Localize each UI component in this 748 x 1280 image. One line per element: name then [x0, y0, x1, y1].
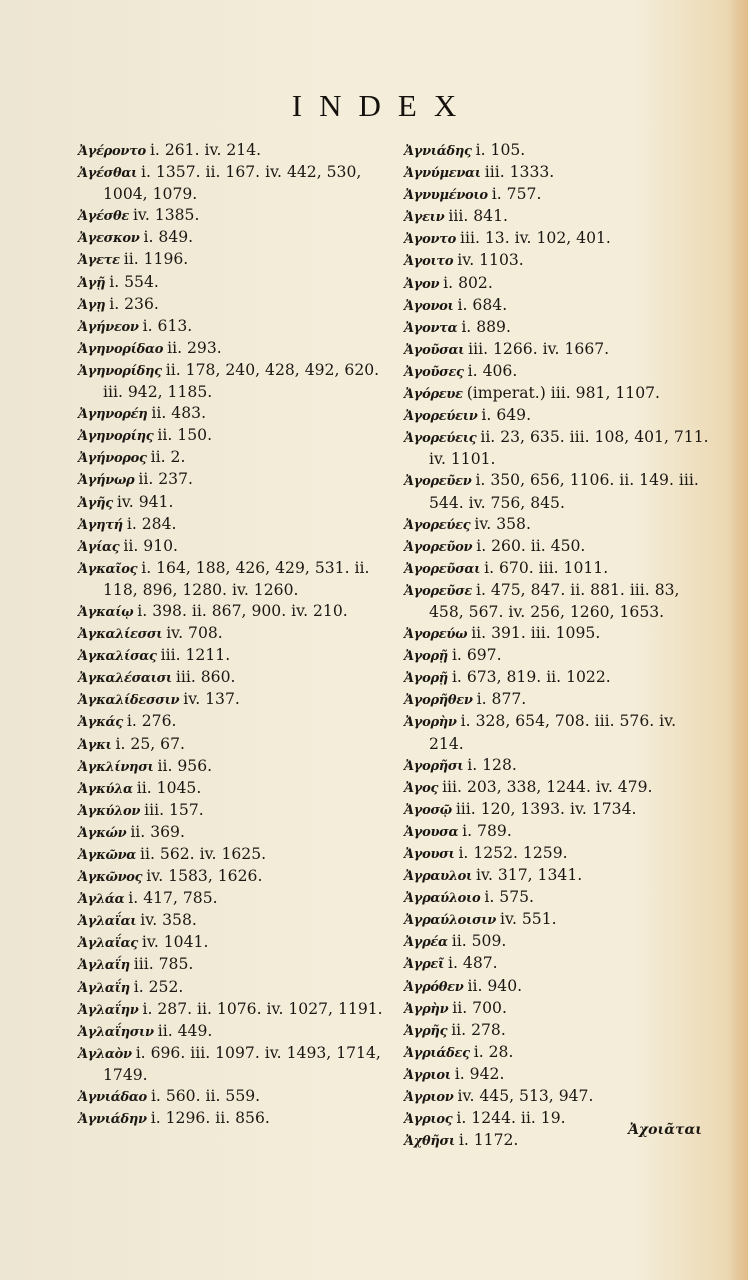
entry-headword: Ἀγοσῷ: [404, 802, 452, 818]
entry-headword: Ἀγλάα: [78, 892, 125, 908]
entry-references: ii. 369.: [130, 822, 185, 841]
index-entry: [78, 999, 388, 1021]
entry-headword: Ἀγήνορος: [78, 451, 147, 467]
entry-references: ii. 509.: [451, 932, 507, 951]
entry-headword: Ἀγκύλον: [78, 803, 141, 819]
index-entry: [78, 1086, 388, 1108]
entry-headword: Ἀγριος: [404, 1112, 453, 1128]
entry-headword: Ἀγηνορίης: [78, 429, 154, 445]
index-entry: [404, 755, 714, 777]
index-entry: [404, 470, 714, 513]
entry-headword: Ἀγοῦσαι: [404, 342, 465, 358]
entry-references: iv. 941.: [116, 492, 174, 511]
entry-headword: Ἀγήνωρ: [78, 473, 135, 489]
entry-references: i. 1172.: [458, 1131, 519, 1150]
entry-headword: Ἀγλαὸν: [78, 1046, 132, 1062]
entry-references: ii. 940.: [467, 976, 523, 995]
index-entry: [78, 140, 388, 162]
entry-references: ii. 1196.: [123, 250, 189, 269]
entry-references: iii. 785.: [133, 955, 194, 974]
entry-headword: Ἀγηνορέη: [78, 407, 148, 423]
index-entry: [404, 339, 714, 361]
entry-headword: Ἀγοντο: [404, 232, 456, 248]
index-entry: [78, 249, 388, 271]
entry-headword: Ἀγορεύεις: [404, 431, 477, 447]
index-entry: [404, 250, 714, 272]
entry-references: i. 260. ii. 450.: [476, 536, 586, 555]
entry-references: iii. 13. iv. 102, 401.: [459, 229, 611, 248]
entry-headword: Ἀγνιάδην: [78, 1112, 147, 1128]
index-entry: [78, 536, 388, 558]
entry-references: iv. 137.: [183, 690, 240, 709]
index-entry: [78, 316, 388, 338]
entry-references: iii. 120, 1393. iv. 1734.: [455, 799, 637, 818]
index-entry: [404, 558, 714, 580]
entry-headword: Ἀγνιάδαο: [78, 1090, 147, 1106]
entry-references: i. 236.: [109, 294, 159, 313]
entry-references: i. 164, 188, 426, 429, 531. ii. 118, 896, 1280. iv. 1260.: [103, 558, 375, 599]
entry-headword: Ἀγκαλίδεσσιν: [78, 693, 180, 709]
index-entry: [78, 1043, 388, 1086]
entry-references: iii. 841.: [448, 207, 508, 226]
entry-headword: Ἀγέσθε: [78, 209, 129, 225]
index-entry: [404, 514, 714, 536]
entry-headword: Ἀγραύλοισιν: [404, 913, 497, 929]
entry-headword: Ἀγορῇ: [404, 649, 448, 665]
entry-headword: Ἀγήνεον: [78, 319, 139, 335]
entry-headword: Ἀγορεῦσε: [404, 583, 472, 599]
entry-headword: Ἀγνυμένοιο: [404, 188, 488, 204]
index-entry: [78, 1108, 388, 1130]
entry-references: i. 284.: [126, 514, 177, 533]
index-entry: [78, 910, 388, 932]
index-entry: [78, 469, 388, 491]
entry-references: iv. 1385.: [132, 206, 200, 225]
entry-references: i. 328, 654, 708. iii. 576. iv. 214.: [429, 712, 682, 753]
index-entry: [404, 667, 714, 689]
entry-references: iii. 1333.: [484, 163, 555, 182]
entry-headword: Ἀγέροντο: [78, 144, 146, 159]
index-entry: [78, 954, 388, 976]
index-entry: [404, 405, 714, 427]
entry-headword: Ἀγητή: [78, 517, 123, 533]
index-entry: [404, 295, 714, 317]
page-edge-shadow: [728, 0, 748, 1280]
entry-references: iv. 317, 1341.: [476, 866, 583, 885]
page-title: INDEX: [291, 88, 474, 123]
entry-references: i. 1244. ii. 19.: [456, 1109, 566, 1128]
entry-headword: Ἀγλαΐη: [78, 958, 130, 974]
entry-references: iv. 358.: [140, 911, 197, 930]
entry-headword: Ἀγεσκον: [78, 231, 140, 247]
index-entry: [404, 361, 714, 383]
index-entry: [78, 932, 388, 954]
index-entry: [404, 976, 714, 998]
index-entry: [404, 536, 714, 558]
entry-references: i. 276.: [126, 712, 177, 731]
index-entry: [404, 317, 714, 339]
index-entry: [78, 272, 388, 294]
entry-references: i. 697.: [451, 646, 502, 665]
entry-headword: Ἀγρὴν: [404, 1001, 449, 1017]
entry-headword: Ἀγκών: [78, 825, 127, 841]
entry-headword: Ἀγκάς: [78, 715, 123, 731]
entry-references: iv. 1041.: [141, 933, 209, 952]
entry-references: iv. 445, 513, 947.: [457, 1087, 594, 1106]
entry-references: i. 649.: [481, 406, 532, 425]
entry-references: i. 406.: [467, 361, 518, 380]
entry-headword: Ἀγρέα: [404, 935, 448, 951]
index-entry: [78, 689, 388, 711]
index-entry: [404, 711, 714, 754]
entry-headword: Ἀγῆς: [78, 495, 113, 511]
index-entry: [78, 227, 388, 249]
entry-headword: Ἀγριον: [404, 1090, 454, 1106]
index-entry: [78, 977, 388, 999]
entry-references: i. 696. iii. 1097. iv. 1493, 1714, 1749.: [103, 1043, 386, 1084]
index-entry: [78, 492, 388, 514]
index-entry: [78, 800, 388, 822]
index-entry: [404, 645, 714, 667]
entry-headword: Ἀγηνορίδης: [78, 363, 162, 379]
entry-headword: Ἀγος: [404, 780, 439, 796]
entry-headword: Ἀγκαῖος: [78, 561, 138, 577]
entry-references: i. 1252. 1259.: [458, 844, 568, 862]
left-column: [78, 140, 388, 1130]
index-entry: [404, 887, 714, 909]
index-entry: [78, 734, 388, 756]
entry-headword: Ἀγουσα: [404, 824, 459, 840]
entry-headword: Ἀγκλίνησι: [78, 759, 154, 775]
entry-headword: Ἀγον: [404, 276, 440, 292]
entry-references: i. 889.: [461, 317, 511, 336]
entry-headword: Ἀγορῆθεν: [404, 693, 473, 709]
entry-headword: Ἀγλαΐη: [78, 980, 130, 996]
entry-references: ii. 483.: [151, 404, 207, 423]
index-entry: [404, 140, 714, 162]
entry-references: i. 475, 847. ii. 881. iii. 83, 458, 567. iv. 256, 1260, 1653.: [429, 580, 685, 621]
entry-references: ii. 293.: [167, 338, 222, 357]
index-entry: [78, 205, 388, 227]
index-entry: [404, 273, 714, 295]
entry-headword: Ἀγκαίῳ: [78, 604, 134, 620]
index-entry: [404, 799, 714, 821]
index-entry: [78, 756, 388, 778]
entry-headword: Ἀγρῆς: [404, 1023, 448, 1039]
index-entry: [78, 360, 388, 403]
index-entry: [404, 909, 714, 931]
entry-references: i. 350, 656, 1106. ii. 149. iii. 544. iv. 756, 845.: [429, 471, 704, 512]
entry-references: i. 670. iii. 1011.: [484, 558, 609, 577]
entry-references: i. 942.: [454, 1064, 505, 1083]
entry-references: i. 554.: [109, 272, 159, 291]
entry-references: i. 487.: [448, 954, 498, 973]
index-entry: [78, 711, 388, 733]
entry-headword: Ἀγρεῖ: [404, 957, 445, 973]
index-entry: [404, 228, 714, 250]
entry-references: i. 28.: [473, 1042, 514, 1061]
entry-headword: Ἀγλαΐην: [78, 1002, 139, 1018]
entry-headword: Ἀγκαλέσαισι: [78, 671, 172, 687]
entry-headword: Ἀγορεύω: [404, 627, 468, 643]
entry-references: iv. 358.: [474, 514, 531, 533]
entry-headword: Ἀγκι: [78, 737, 112, 753]
entry-headword: Ἀχθῆσι: [404, 1134, 455, 1150]
entry-references: i. 1357. ii. 167. iv. 442, 530, 1004, 1079.: [103, 163, 367, 204]
index-entry: [404, 623, 714, 645]
entry-headword: Ἀγλαΐαι: [78, 914, 137, 930]
entry-headword: Ἀγκαλίεσσι: [78, 627, 163, 643]
entry-headword: Ἀγειν: [404, 210, 445, 226]
entry-headword: Ἀγηνορίδαο: [78, 341, 164, 357]
entry-references: iv. 1103.: [457, 251, 524, 270]
entry-headword: Ἀγνιάδης: [404, 144, 472, 159]
entry-references: iii. 1266. iv. 1667.: [468, 339, 610, 358]
index-entry: [404, 865, 714, 887]
entry-headword: Ἀγορῆσι: [404, 758, 464, 774]
entry-references: iv. 708.: [166, 624, 223, 643]
index-entry: [404, 998, 714, 1020]
catchword: Ἀχοιᾶται: [628, 1122, 702, 1138]
entry-headword: Ἀγίας: [78, 539, 120, 555]
entry-references: i. 128.: [467, 755, 517, 774]
entry-headword: Ἀγορεύες: [404, 517, 471, 533]
entry-references: i. 287. ii. 1076. iv. 1027, 1191.: [142, 999, 383, 1018]
entry-references: i. 398. ii. 867, 900. iv. 210.: [137, 601, 348, 620]
entry-references: i. 1296. ii. 856.: [150, 1109, 270, 1128]
entry-references: i. 673, 819. ii. 1022.: [451, 668, 611, 687]
index-entry: [404, 777, 714, 799]
index-entry: [78, 514, 388, 536]
index-entry: [78, 888, 388, 910]
entry-headword: Ἀγκαλίσας: [78, 649, 157, 665]
entry-references: ii. 956.: [157, 756, 213, 775]
entry-references: iv. 1583, 1626.: [146, 867, 263, 886]
index-entry: [404, 383, 714, 405]
entry-references: iii. 1211.: [160, 646, 231, 665]
entry-references: i. 802.: [443, 273, 493, 292]
entry-references: iv. 551.: [500, 910, 557, 929]
entry-references: iii. 860.: [175, 668, 236, 687]
index-entry: [404, 1042, 714, 1064]
entry-references: i. 261. iv. 214.: [149, 141, 262, 159]
index-entry: [404, 931, 714, 953]
index-entry: [78, 601, 388, 623]
entry-headword: Ἀγριοι: [404, 1067, 451, 1083]
index-entry: [78, 844, 388, 866]
entry-headword: Ἀγριάδες: [404, 1045, 470, 1061]
entry-references: i. 757.: [491, 185, 542, 204]
entry-headword: Ἀγορεῦον: [404, 539, 473, 555]
entry-references: ii. 178, 240, 428, 492, 620. iii. 942, 1185.: [103, 360, 385, 402]
entry-headword: Ἀγῇ: [78, 275, 106, 291]
index-entry: [78, 558, 388, 601]
index-entry: [78, 667, 388, 689]
index-entry: [78, 338, 388, 360]
entry-references: (imperat.) iii. 981, 1107.: [466, 384, 660, 403]
entry-headword: Ἀγοῦσες: [404, 364, 464, 380]
entry-headword: Ἀγλαΐας: [78, 936, 138, 952]
entry-headword: Ἀγοντα: [404, 320, 458, 336]
index-entry: [78, 162, 388, 205]
index-entry: [404, 843, 714, 865]
entry-headword: Ἀγνύμεναι: [404, 166, 481, 182]
entry-references: iii. 203, 338, 1244. iv. 479.: [442, 777, 653, 796]
index-entry: [404, 184, 714, 206]
index-entry: [404, 953, 714, 975]
entry-references: i. 575.: [484, 888, 535, 907]
index-entry: [78, 425, 388, 447]
index-entry: [78, 866, 388, 888]
entry-references: ii. 1045.: [136, 778, 202, 797]
index-entry: [78, 447, 388, 469]
index-entry: [404, 1020, 714, 1042]
entry-references: i. 105.: [475, 141, 526, 159]
entry-references: i. 252.: [133, 977, 184, 996]
index-entry: [404, 1086, 714, 1108]
entry-references: i. 560. ii. 559.: [150, 1087, 261, 1106]
entry-references: i. 849.: [143, 228, 194, 247]
entry-references: ii. 150.: [157, 426, 213, 445]
right-column: [404, 140, 714, 1152]
entry-references: ii. 562. iv. 1625.: [140, 845, 267, 863]
entry-references: i. 25, 67.: [115, 734, 185, 753]
entry-headword: Ἀγορῇ: [404, 671, 448, 687]
entry-headword: Ἀγορὴν: [404, 715, 457, 731]
entry-references: ii. 910.: [123, 536, 178, 555]
entry-headword: Ἀγέσθαι: [78, 166, 138, 182]
entry-references: ii. 237.: [138, 470, 193, 489]
entry-headword: Ἀγονοι: [404, 298, 454, 314]
entry-headword: Ἀγορεῦεν: [404, 474, 472, 490]
entry-references: i. 417, 785.: [128, 889, 218, 908]
index-entry: [404, 689, 714, 711]
entry-headword: Ἀγετε: [78, 253, 120, 269]
entry-references: ii. 449.: [157, 1021, 213, 1040]
entry-headword: Ἀγῃ: [78, 297, 106, 313]
index-entry: [404, 427, 714, 470]
entry-headword: Ἀγραύλοιο: [404, 891, 481, 907]
entry-headword: Ἀγλαΐησιν: [78, 1024, 154, 1040]
entry-headword: Ἀγουσι: [404, 847, 455, 862]
entry-headword: Ἀγραυλοι: [404, 869, 473, 885]
index-entry: [404, 821, 714, 843]
entry-references: ii. 2.: [150, 448, 186, 467]
index-entry: [404, 1064, 714, 1086]
entry-references: iii. 157.: [144, 800, 204, 819]
index-entry: [78, 822, 388, 844]
entry-references: i. 877.: [476, 690, 527, 709]
index-entry: [78, 1021, 388, 1043]
entry-headword: Ἀγόρευε: [404, 387, 463, 403]
entry-headword: Ἀγκύλα: [78, 781, 133, 797]
entry-references: i. 613.: [142, 316, 193, 335]
entry-headword: Ἀγκῶνος: [78, 870, 143, 886]
entry-headword: Ἀγορεύειν: [404, 409, 478, 425]
entry-references: ii. 278.: [451, 1020, 506, 1039]
index-entry: [78, 403, 388, 425]
entry-references: i. 789.: [462, 821, 512, 840]
entry-headword: Ἀγρόθεν: [404, 979, 464, 995]
entry-references: ii. 391. iii. 1095.: [471, 624, 601, 643]
index-entry: [78, 623, 388, 645]
index-entry: [404, 162, 714, 184]
index-entry: [78, 645, 388, 667]
entry-headword: Ἀγορεῦσαι: [404, 561, 481, 577]
entry-references: ii. 23, 635. iii. 108, 401, 711. iv. 1101.: [429, 428, 714, 469]
entry-headword: Ἀγοιτο: [404, 254, 454, 270]
entry-references: i. 684.: [457, 295, 508, 314]
index-entry: [404, 580, 714, 623]
index-entry: [78, 778, 388, 800]
index-entry: [404, 206, 714, 228]
entry-headword: Ἀγκῶνα: [78, 848, 137, 863]
index-entry: [78, 294, 388, 316]
entry-references: ii. 700.: [452, 998, 507, 1017]
